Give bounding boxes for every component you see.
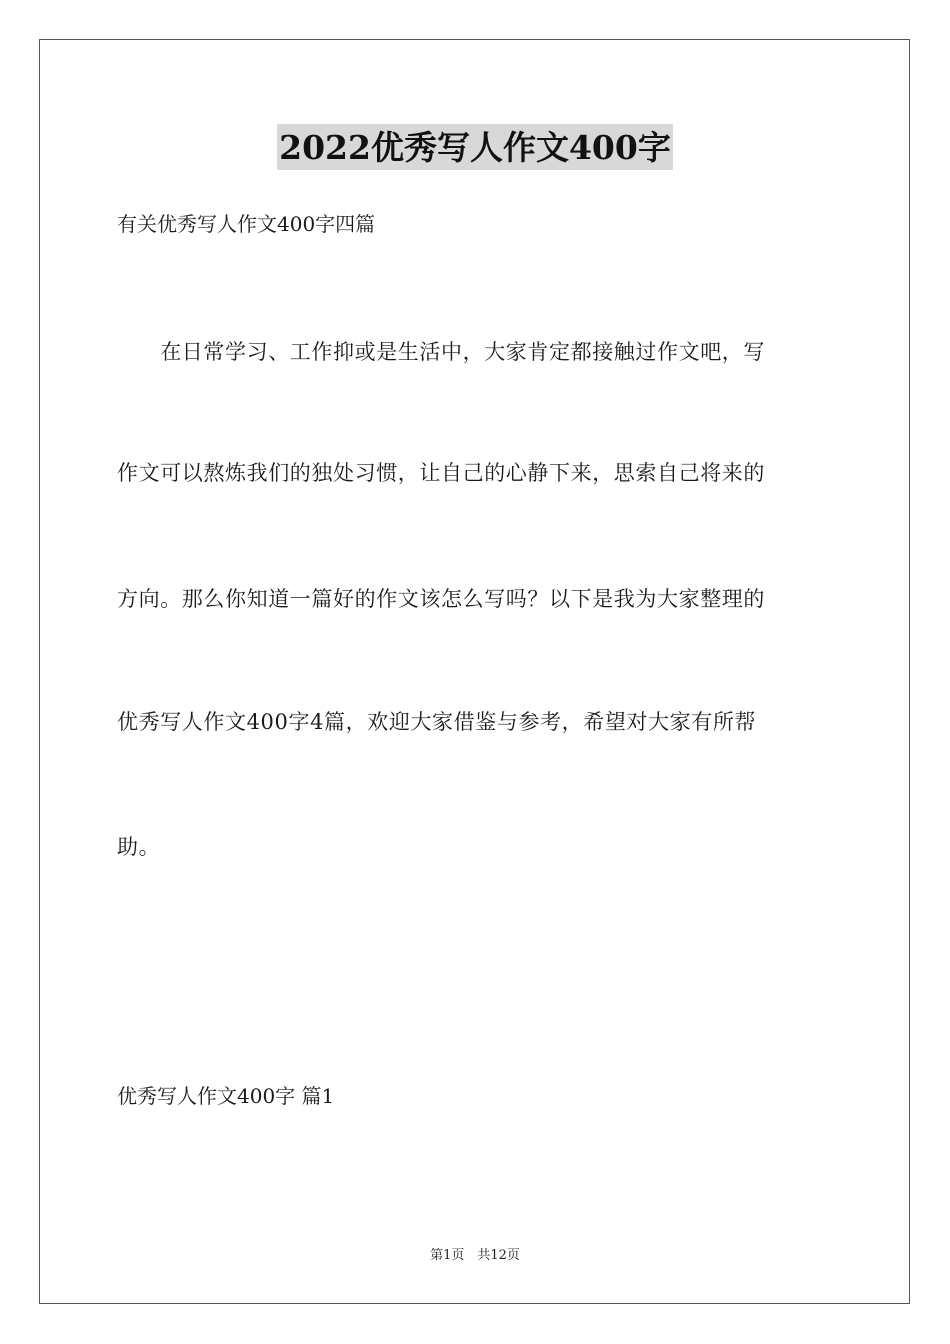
title-container (0, 124, 950, 170)
document-subtitle: 有关优秀写人作文400字四篇 (117, 212, 376, 236)
intro-line: 助。 (117, 835, 161, 859)
intro-line: 优秀写人作文400字4篇，欢迎大家借鉴与参考，希望对大家有所帮 (117, 710, 757, 734)
intro-line: 作文可以熬炼我们的独处习惯，让自己的心静下来，思索自己将来的 (117, 461, 765, 485)
intro-line: 在日常学习、工作抑或是生活中，大家肯定都接触过作文吧，写 (117, 340, 765, 364)
page-footer: 第1页 共12页 (430, 1248, 520, 1263)
document-title: 2022优秀写人作文400字 (277, 124, 673, 170)
intro-line: 方向。那么你知道一篇好的作文该怎么写吗？以下是我为大家整理的 (117, 587, 765, 611)
section-heading: 优秀写人作文400字 篇1 (117, 1084, 335, 1108)
